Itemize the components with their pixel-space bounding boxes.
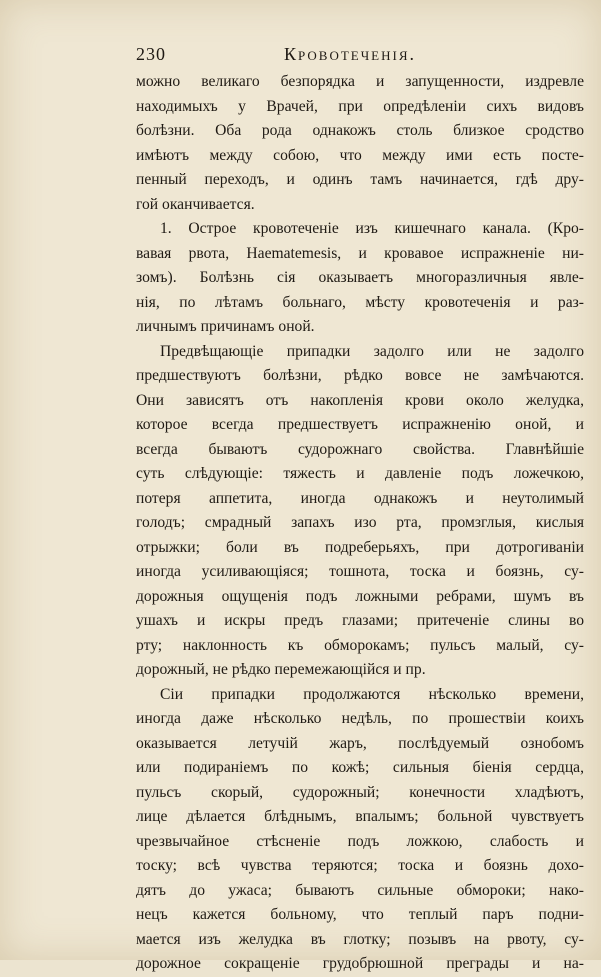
page-number: 230 — [136, 44, 166, 64]
text-line: Они зависятъ отъ накопленія крови около желудка, — [136, 391, 584, 409]
text-line: дорожныя ощущенія подъ ложными ребрами, шумъ въ — [136, 587, 584, 605]
text-line: дорожное сокращеніе грудобрюшной преграды и на- — [136, 955, 584, 972]
text-line: отрыжки; боли въ подреберьяхъ, при дотрогиваніи — [136, 538, 584, 556]
text-line: дорожный, не рѣдко перемежающійся и пр. — [136, 661, 426, 678]
section-heading-line: 1. Острое кровотеченіе изъ кишечнаго канала. (Кро- — [160, 220, 584, 237]
text-line: иногда усиливающіяся; тошнота, тоска и боязнь, су- — [136, 563, 584, 580]
text-line: дятъ до ужаса; бываютъ сильные обмороки; нако- — [136, 881, 584, 899]
text-line: мается изъ желудка въ глотку; позывъ на рвоту, су- — [136, 930, 584, 948]
text-line: имѣютъ между собою, что между ими есть посте- — [136, 146, 584, 164]
text-line: тоску; всѣ чувства теряются; тоска и боязнь дохо- — [136, 857, 584, 874]
text-line: болѣзни. Оба рода однакожъ столь близкое сродство — [136, 122, 584, 139]
text-line: пенный переходъ, и одинъ тамъ начинается, гдѣ дру- — [136, 171, 584, 188]
text-line: личнымъ причинамъ оной. — [136, 318, 315, 335]
text-line: пульсъ скорый, судорожный; конечности хладѣютъ, — [136, 783, 584, 801]
text-line: ушахъ и искры предъ глазами; притеченіе слины во — [136, 612, 584, 629]
running-title: Кровотеченія. — [284, 44, 417, 64]
text-line: можно великаго безпорядка и запущенности, издревле — [136, 73, 584, 90]
text-line: потеря аппетита, иногда однакожъ и неутолимый — [136, 489, 584, 507]
text-line: или подираніемъ по кожѣ; сильныя біенія сердца, — [136, 759, 584, 776]
body-text — [136, 70, 584, 977]
text-line: всегда бываютъ судорожнаго свойства. Главнѣйшіе — [136, 440, 584, 458]
text-line: зомъ). Болѣзнь сія оказываетъ многоразличныя явле- — [136, 269, 584, 286]
text-line: которое всегда предшествуетъ испражненію оной, и — [136, 416, 584, 433]
text-line: чрезвычайное стѣсненіе подъ ложкою, слабость и — [136, 832, 584, 850]
text-line: находимыхъ у Врачей, при опредѣленіи сихъ видовъ — [136, 97, 584, 115]
text-line: рту; наклонность къ обморокамъ; пульсъ малый, су- — [136, 636, 584, 654]
text-line: суть слѣдующіе: тяжесть и давленіе подъ ложечкою, — [136, 465, 584, 482]
text-line: лице дѣлается блѣднымъ, впалымъ; больной чувствуетъ — [136, 808, 584, 825]
paragraph-start-line: Предвѣщающіе припадки задолго или не задолго — [160, 342, 584, 360]
text-line: предшествуютъ болѣзни, рѣдко вовсе не замѣчаются. — [136, 367, 584, 384]
text-line: вавая рвота, Haematemesis, и кровавое испражненіе ни- — [136, 244, 584, 262]
text-line: оказывается летучій жаръ, послѣдуемый ознобомъ — [136, 734, 584, 752]
paragraph-start-line: Сіи припадки продолжаются нѣсколько времени, — [160, 685, 584, 703]
text-line: гой оканчивается. — [136, 195, 255, 213]
running-head — [136, 44, 436, 70]
text-line: нецъ кажется больному, что теплый паръ подни- — [136, 906, 584, 923]
text-line: иногда даже нѣсколько недѣль, по прошествіи коихъ — [136, 710, 584, 727]
text-line: голодъ; смрадный запахъ изо рта, промзглыя, кислыя — [136, 514, 584, 531]
text-line: нія, по лѣтамъ больнаго, мѣсту кровотеченія и раз- — [136, 293, 584, 311]
